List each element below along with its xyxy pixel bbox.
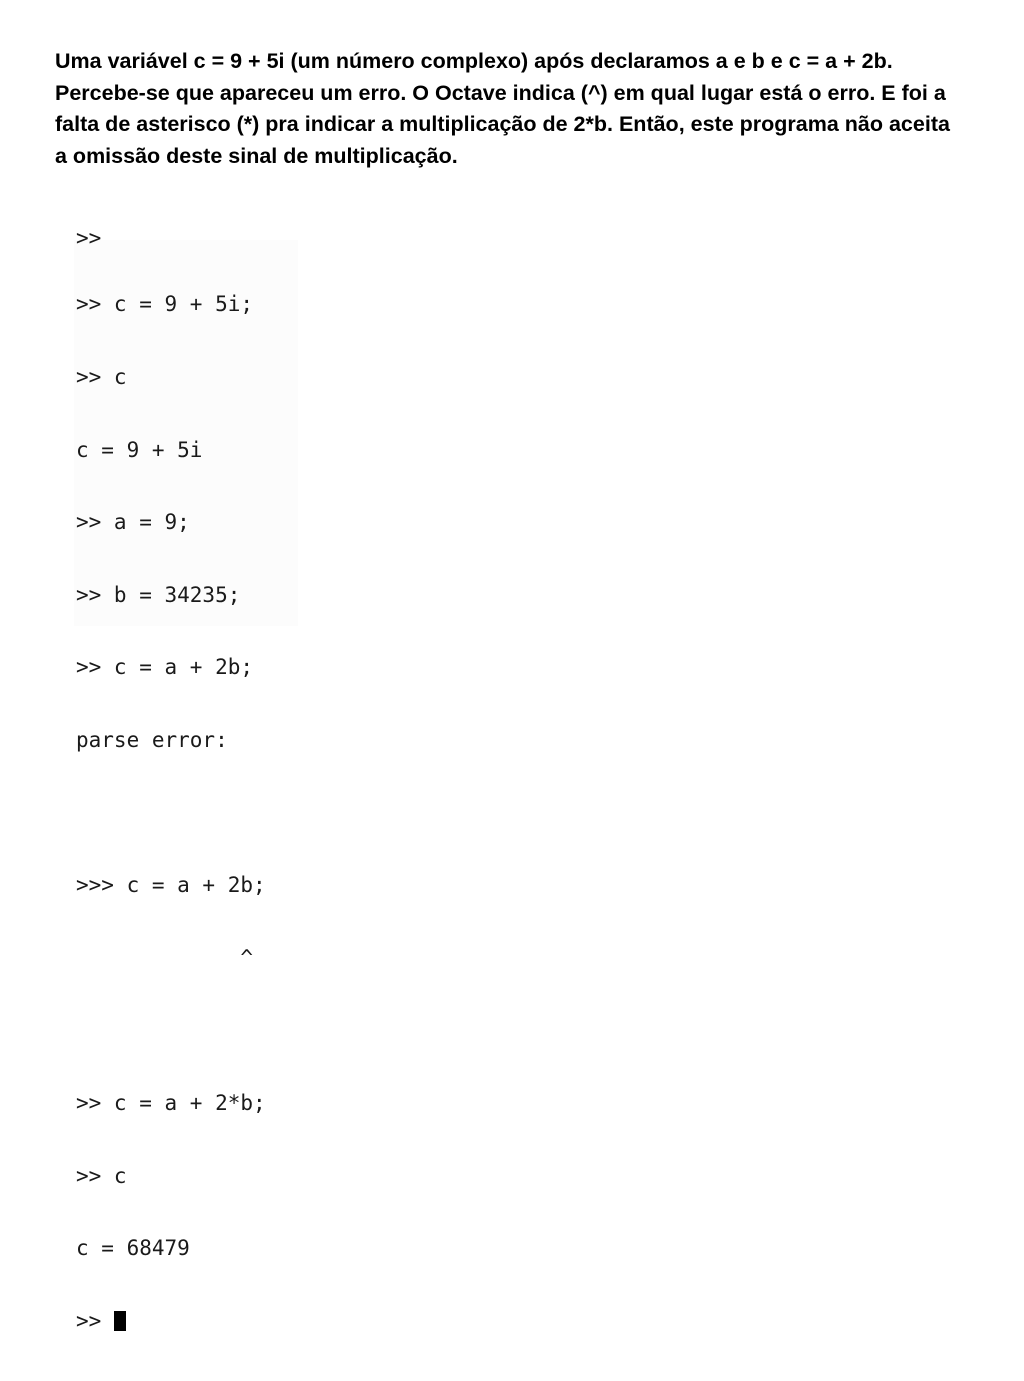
terminal-line <box>76 1018 266 1042</box>
terminal-line: c = 9 + 5i <box>76 437 203 462</box>
cursor-block <box>114 1311 126 1331</box>
terminal-line: >> c <box>76 1163 127 1188</box>
terminal-line: >> c = a + 2*b; <box>76 1090 266 1115</box>
terminal-line: ^ <box>76 945 254 970</box>
terminal-output <box>76 244 266 1381</box>
terminal-line: >> c <box>76 365 127 389</box>
terminal-cut-line: >> <box>76 226 102 250</box>
terminal-line: >>> c = a + 2b; <box>76 873 266 898</box>
terminal-line: >> c = a + 2b; <box>76 655 254 680</box>
terminal-line: c = 68479 <box>76 1236 190 1261</box>
terminal-prompt-line <box>76 1309 266 1333</box>
terminal-screenshot <box>74 226 298 1333</box>
terminal-line: >> c = 9 + 5i; <box>76 292 254 317</box>
terminal-line <box>76 801 266 825</box>
slide-paragraph: Uma variável c = 9 + 5i (um número complexo) após declaramos a e b e c = a + 2b. Percebe-se que apareceu um erro. O Octave indica (^) em qual lugar está o erro. E foi a falta de asterisco (*) pra indicar a multiplicação de 2*b. Então, este programa não aceita a omissão deste sinal de multiplicação. <box>55 49 950 168</box>
terminal-line: >> a = 9; <box>76 510 190 535</box>
terminal-line: parse error: <box>76 727 228 752</box>
terminal-line: >> b = 34235; <box>76 582 241 607</box>
terminal-prompt: >> <box>76 1308 114 1333</box>
